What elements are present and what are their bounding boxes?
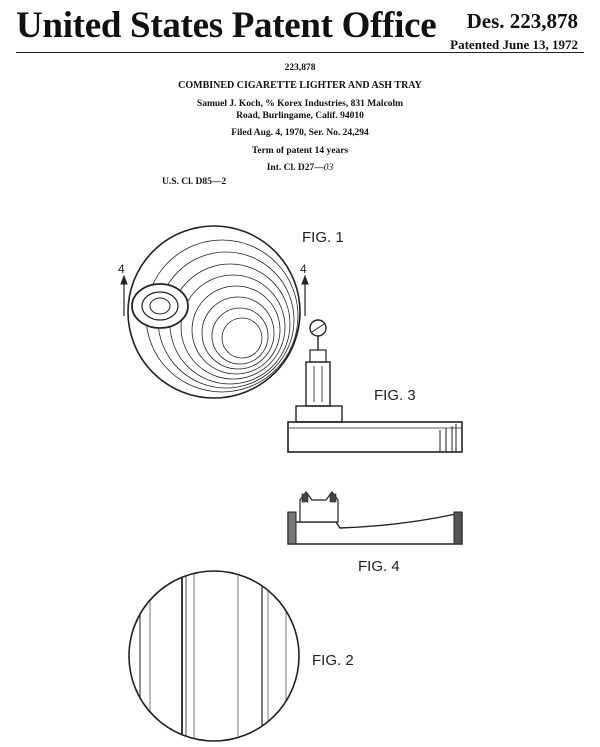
us-cl-line: U.S. Cl. D85—2 <box>162 177 227 187</box>
int-cl-suffix: 03 <box>323 163 334 173</box>
int-cl-prefix: Int. Cl. D27— <box>266 163 324 173</box>
patent-number-line: 223,878 <box>284 63 316 73</box>
inventor-line-2: Road, Burlingame, Calif. 94010 <box>236 111 364 121</box>
inventor-line-1: Samuel J. Koch, % Korex Industries, 831 Malcolm <box>196 99 404 109</box>
fig2-drawing <box>129 560 299 747</box>
fig3-label: FIG. 3 <box>374 387 416 404</box>
fig2-label: FIG. 2 <box>312 652 354 669</box>
fig1-label: FIG. 1 <box>302 229 344 246</box>
fig4-drawing <box>288 492 462 544</box>
office-title: United States Patent Office <box>16 5 437 46</box>
section-mark-left: 4 <box>118 262 125 276</box>
patent-title: COMBINED CIGARETTE LIGHTER AND ASH TRAY <box>178 80 422 91</box>
patented-date: Patented June 13, 1972 <box>450 37 578 52</box>
design-patent-number: Des. 223,878 <box>466 9 578 33</box>
fig4-label: FIG. 4 <box>358 558 400 575</box>
term-line: Term of patent 14 years <box>251 146 349 156</box>
filed-line: Filed Aug. 4, 1970, Ser. No. 24,294 <box>231 128 369 138</box>
fig3-drawing <box>288 320 462 452</box>
section-mark-right: 4 <box>300 262 307 276</box>
fig1-drawing <box>121 226 308 398</box>
